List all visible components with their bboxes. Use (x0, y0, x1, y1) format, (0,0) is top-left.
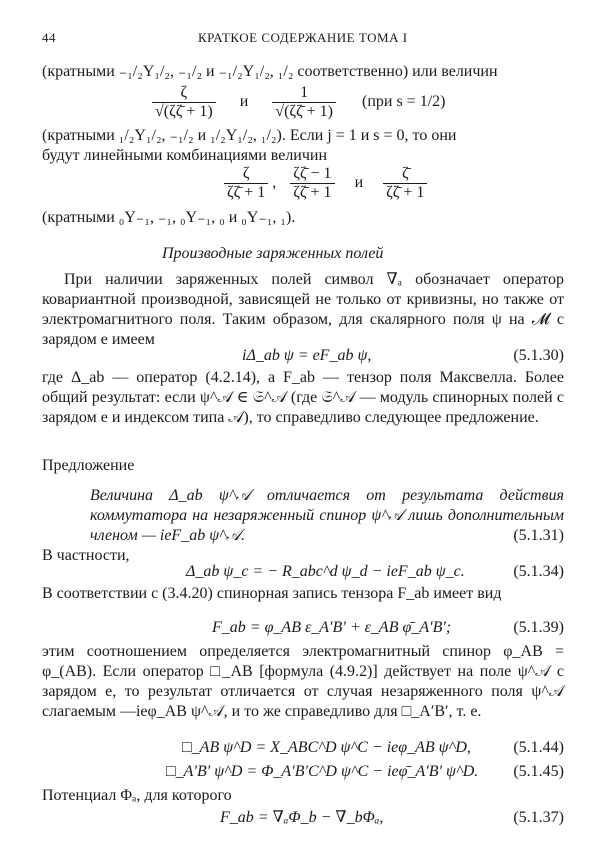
comma: , (272, 174, 277, 192)
equation: F_ab = φ_AB ε_A′B′ + ε_AB φ̄_A′B′; (212, 619, 452, 636)
equation: F_ab = ∇ₐΦ_b − ∇_bΦₐ, (220, 809, 384, 826)
fraction (224, 165, 268, 202)
text-line: (кратными ₋₁/₂Y₁/₂, ₋₁/₂ и ₋₁/₂Y₁/₂, ₁/₂ соответственно) или величин (42, 63, 498, 80)
paragraph: При наличии заряженных полей символ ∇ₐ обозначает оператор ковариантной производной, зависящей не только от кривизны, но также от электромагнитного поля. Таким образом, для скалярного поля ψ на 𝓜 с зарядом e имеем (42, 271, 564, 348)
text-line: В частности, (42, 547, 130, 564)
equation-number: (5.1.44) (513, 739, 564, 756)
paragraph: где Δ_ab — оператор (4.2.14), а F_ab — тензор поля Максвелла. Более общий результат: если ψ^𝒜 ∈ 𝔖^𝒜 (где 𝔖^𝒜 — модуль спинорных полей с зарядом e и индексом типа 𝒜), то справедливо следующее предложение. (42, 369, 564, 426)
section-heading: Производные заряженных полей (162, 245, 384, 262)
page-number: 44 (42, 30, 56, 45)
equation: Δ_ab ψ_c = − R_abc^d ψ_d − ieF_ab ψ_c. (186, 563, 465, 580)
fraction (383, 165, 427, 202)
text-line: (кратными ₀Y₋₁, ₋₁, ₀Y₋₁, ₀ и ₀Y₋₁, ₁). (42, 209, 296, 226)
denominator: √(ζζ̄ + 1) (275, 103, 333, 120)
fraction (272, 84, 336, 121)
equation-number: (5.1.31) (513, 527, 564, 544)
equation-number: (5.1.30) (513, 347, 564, 364)
fraction (290, 165, 334, 202)
equation-number: (5.1.34) (513, 563, 564, 580)
text-line: будут линейными комбинациями величин (42, 147, 328, 164)
denominator: ζζ̄ + 1 (293, 184, 332, 201)
numerator: 1 (272, 84, 336, 103)
text-line: Потенциал Φₐ, для которого (42, 787, 232, 804)
denominator: ζζ̄ + 1 (386, 184, 425, 201)
fraction (152, 84, 216, 121)
conjunction: и (354, 174, 364, 192)
equation: □_AB ψ^D = X_ABC^D ψ^C − ieφ_AB ψ^D, (182, 739, 471, 756)
formula-block-2 (220, 165, 431, 202)
formula-block-1 (148, 84, 445, 121)
numerator: ζ̄ (383, 165, 427, 184)
conjunction: и (239, 93, 249, 111)
proposition-label: Предложение (42, 457, 135, 474)
numerator: ζζ̄ − 1 (290, 165, 334, 184)
proposition-text: Величина Δ_ab ψ^𝒜 отличается от результата действия коммутатора на незаряженный спинор ψ^𝒜 лишь дополнительным членом — ieF_ab ψ^𝒜. (90, 487, 564, 544)
equation-number: (5.1.39) (513, 619, 564, 636)
running-title: КРАТКОЕ СОДЕРЖАНИЕ ТОМА I (198, 30, 408, 45)
numerator: ζ (224, 165, 268, 184)
text-line: (кратными ₁/₂Y₁/₂, ₋₁/₂ и ₁/₂Y₁/₂, ₁/₂). Если j = 1 и s = 0, то они (42, 127, 457, 144)
equation: □_A′B′ ψ^D = Φ_A′B′C^D ψ^C − ieφ̄_A′B′ ψ^D. (166, 763, 479, 780)
numerator: ζ (152, 84, 216, 103)
equation-number: (5.1.45) (513, 763, 564, 780)
denominator: ζζ̄ + 1 (227, 184, 266, 201)
paragraph: В соответствии с (3.4.20) спинорная запись тензора F_ab имеет вид (42, 585, 502, 602)
paragraph: этим соотношением определяется электромагнитный спинор φ_AB = φ_(AB). Если оператор □_AB [формула (4.9.2)] действует на поле ψ^𝒜 с зарядом e, то результат отличается от случая незаряженного поля ψ^𝒜 слагаемым —ieφ_AB ψ^𝒜, и то же справедливо для □_A′B′, т. е. (42, 643, 564, 720)
condition: (при s = 1/2) (362, 93, 446, 111)
equation: iΔ_ab ψ = eF_ab ψ, (242, 347, 372, 364)
denominator: √(ζζ̄ + 1) (155, 103, 213, 120)
equation-number: (5.1.37) (513, 809, 564, 826)
